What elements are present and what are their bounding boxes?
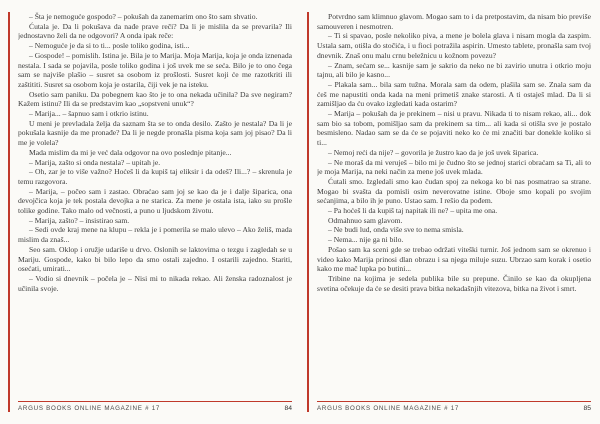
paragraph: Seo sam. Oklop i oružje udariše u drvo. Oslonih se laktovima o tezgu i zagledah se u Mariju. Gospode, kako bi bilo lepo da smo ostali zajedno. I ostarili zajedno. Stariti, osećati, umirati... — [18, 244, 292, 274]
paragraph: – Ne budi lud, onda više sve to nema smisla. — [328, 225, 464, 235]
paragraph: – Marija... – šapnuo sam i otkrio istinu. — [29, 109, 149, 119]
paragraph: Mada mislim da mi je već dala odgovor na ovo poslednje pitanje... — [29, 147, 232, 157]
paragraph: – Znam, sećam se... kasnije sam je sakrio da neko ne bi zavirio unutra i otkrio moju tajnu, ali bilo je kasno... — [317, 60, 591, 80]
paragraph: – Ti si spavao, posle nekoliko piva, a mene je bolela glava i nisam mogla da zaspim. Ustala sam, otišla do stočića, i u fioci potražila aspirin. Umesto tablete, pronašla sam tvoj dnevnik. Znaš onu malu crnu beležnicu u kožnom povezu? — [317, 31, 591, 60]
paragraph: – Nema... nije ga ni bilo. — [328, 235, 404, 245]
page-right — [307, 12, 591, 412]
page-right-text — [317, 12, 591, 397]
page-right-footer — [317, 401, 591, 412]
paragraph: Ćutali smo. Izgledali smo kao čudan spoj za nekoga ko bi nas posmatrao sa strane. Mogao bi svašta da pomisli osim neverovatne istine. Oboje smo kopali po svojim sećanjima, a bilo ih je puno. Ustao sam. I rešio da pođem. — [317, 176, 591, 206]
paragraph: Potvrdno sam klimnuo glavom. Mogao sam to i da pretpostavim, da nisam bio previše samouveren i nesmotren. — [317, 12, 591, 31]
paragraph: Pošao sam ka sceni gde se trebao održati viteški turnir. Još jednom sam se okrenuo i video kako Marija prinosi dlan obrazu i sa njega miluje suzu. Ubrzao sam korak i osetio kako me mač lupka po butini... — [317, 244, 591, 274]
paragraph: – Plakala sam... bila sam tužna. Morala sam da odem, plašila sam se. Znala sam da ćeš me napustiti onda kada na meni primetiš znake starosti. A ti ostaješ mlad. Da li si zamišljao da ću ovako izgledati kada ostarim? — [317, 79, 591, 109]
paragraph: – Ne moraš da mi veruješ – bilo mi je čudno što se jednoj starici obraćam sa Ti, ali to je moja Marija, na neki način za mene još uvek mlada. — [317, 157, 591, 177]
paragraph: – Oh, zar je to više važno? Hoćeš li da kupiš taj eliksir i da odeš? Ili...? – skrenula je temu razgovora. — [18, 167, 292, 186]
magazine-title: ARGUS BOOKS ONLINE MAGAZINE # 17 — [18, 405, 161, 412]
page-left — [8, 12, 292, 412]
paragraph: – Marija – pokušah da je prekinem – nisi u pravu. Nikada ti to nisam rekao, ali... dok sam bio sa tobom, pomišljao sam da prekinem sa tim... ali kada si otišla sve je postalo besmisleno. Nadao sam se da će se pojaviti neko ko će mi značiti bar donekle koliko si ti... — [317, 109, 591, 148]
paragraph: – Marija, – počeo sam i zastao. Obraćao sam joj se kao da je i dalje šiparica, ona devojčica koja je tek postala devojka a ne starica. Za mene je ostala ista, iako su prošle tolike godine. Tako malo od večnosti, a puno u ljudskom životu. — [18, 186, 292, 216]
paragraph: – Gospode! – pomislih. Istina je. Bila je to Marija. Moja Marija, koja je onda iznenada nestala. I sada se pojavila, posle toliko godina i još uvek me se seća. Bilo je to ono čega sam se najviše plašio – susret sa osobom iz prošlosti. Susret koji će me razotkriti ili zaštititi. Susret sa osobom koja je ostarila, čiji vek je na isteku. — [18, 50, 292, 89]
page-number-left: 84 — [284, 405, 292, 412]
paragraph: – Nemoj reći da nije? – govorila je žustro kao da je još uvek šiparica. — [328, 147, 539, 157]
paragraph: Osetio sam paniku. Da pobegnem kao što je to ona nekada učinila? Da sve negiram? Kažem istinu? Ili da se predstavim kao „sopstveni unuk“? — [18, 89, 292, 109]
magazine-title: ARGUS BOOKS ONLINE MAGAZINE # 17 — [317, 405, 460, 412]
page-left-footer — [18, 401, 292, 412]
paragraph: – Vodio si dnevnik – počela je – Nisi mi to nikada rekao. Ali ženska radoznalost je učinila svoje. — [18, 273, 292, 293]
paragraph: Tribine na kojima je sedela publika bile su prepune. Činilo se kao da okupljena svetina očekuje da će se desiti prava bitka nekadašnjih vitezova, bitka na život i smrt. — [317, 273, 591, 293]
page-number-right: 85 — [583, 405, 591, 412]
paragraph: Odmahnuo sam glavom. — [328, 215, 403, 225]
paragraph: U meni je prevladala želja da saznam šta se to onda desilo. Zašto je nestala? Da li je pokušala kasnije da me pronađe? Da li je negde pronašla pisma koja sam joj pisao? Da li me je volela? — [18, 118, 292, 148]
paragraph: – Šta je nemoguće gospodo? – pokušah da zanemarim ono što sam shvatio. — [29, 12, 258, 21]
paragraph: – Marija, zašto si onda nestala? – upitah je. — [29, 157, 161, 167]
page-left-text — [18, 12, 292, 397]
paragraph: – Sedi ovde kraj mene na klupu – rekla je i pomerila se malo ulevo – Ako želiš, mada mislim da znaš... — [18, 225, 292, 245]
paragraph: – Nemoguće je da si to ti... posle toliko godina, isti... — [29, 41, 190, 51]
paragraph: – Marija, zašto? – insistirao sam. — [29, 215, 130, 225]
paragraph: – Pa hoćeš li da kupiš taj napitak ili ne? – upita me ona. — [328, 206, 498, 216]
paragraph: Ćutala je. Da li pokušava da nađe prave reči? Da li je mislila da se prevarila? Ili jednostavno želi da ne odgovori? A onda ipak reče: — [18, 21, 292, 41]
